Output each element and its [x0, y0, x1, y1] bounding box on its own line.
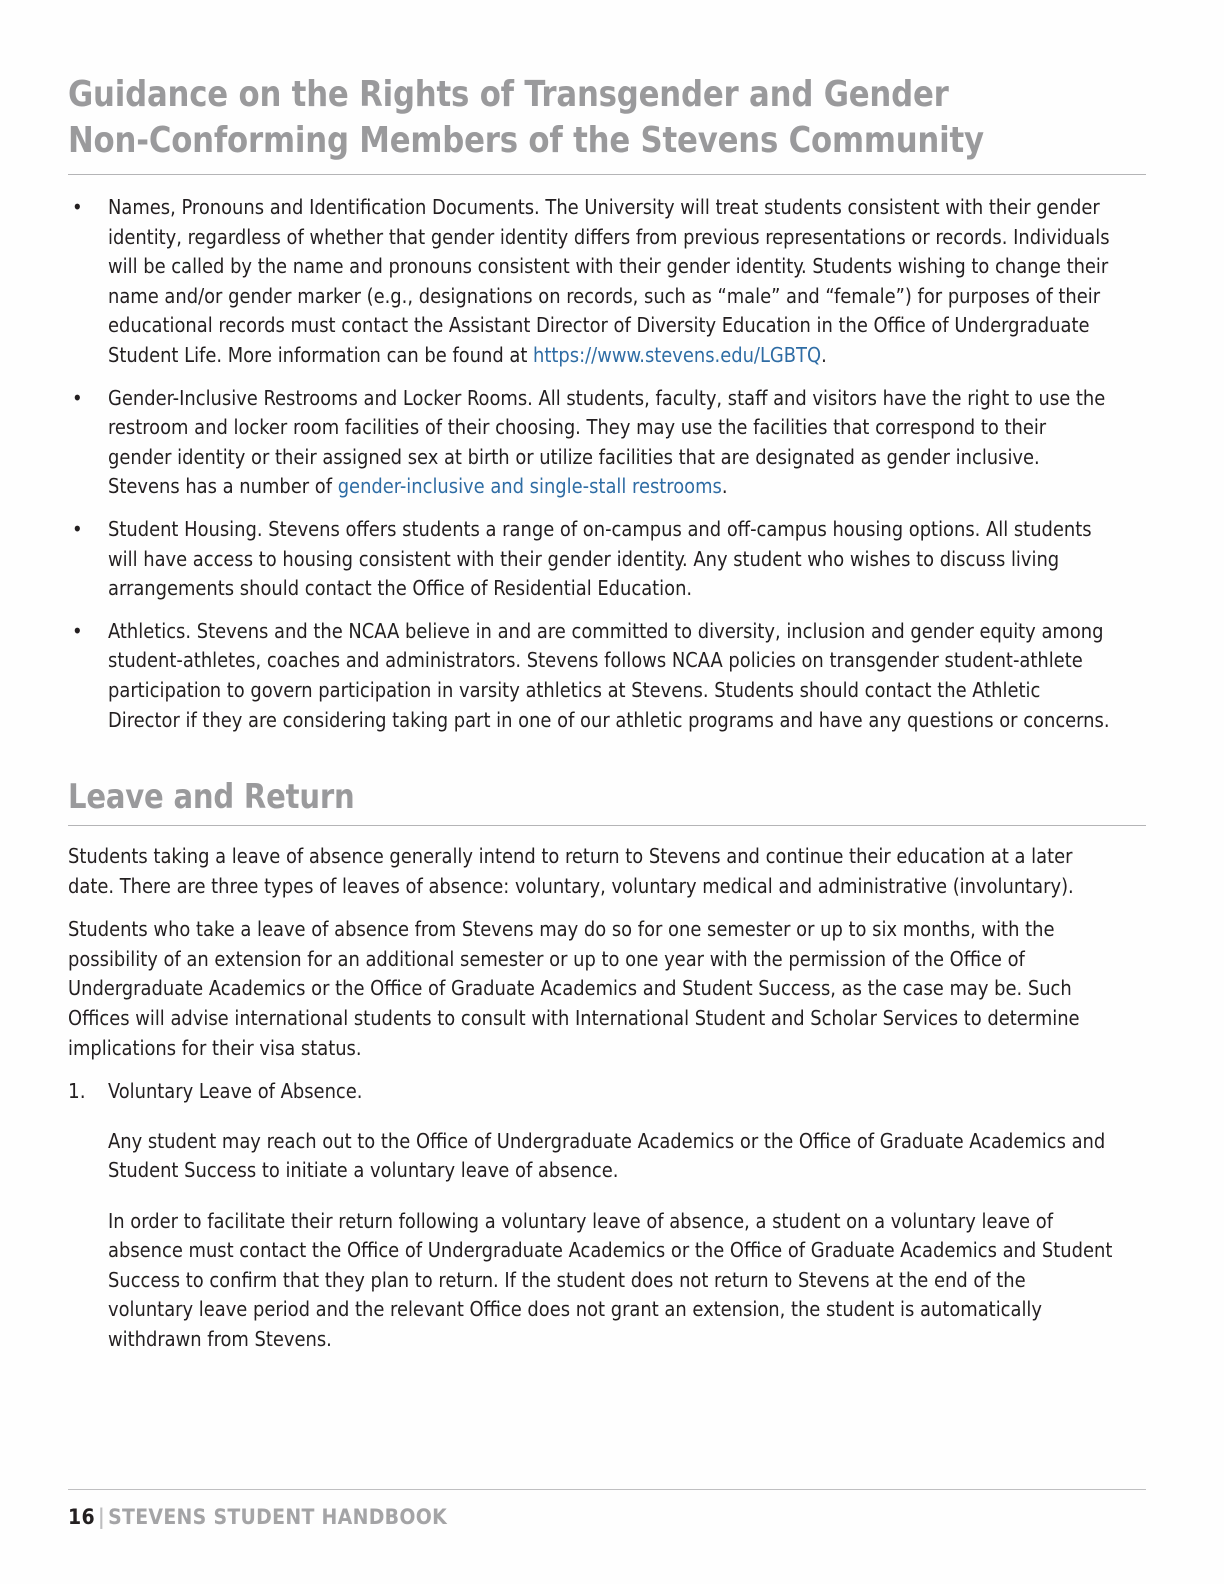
list-number: 1. — [68, 1079, 86, 1104]
leave-types-numbered-list — [68, 1077, 1146, 1107]
bullet-text — [108, 193, 1115, 371]
bullet-marker-icon: • — [72, 385, 83, 410]
footer-label: STEVENS STUDENT HANDBOOK — [108, 1505, 448, 1529]
bullet-text-tail: . — [821, 342, 827, 367]
paragraph: Students taking a leave of absence generally intend to return to Stevens and continue their education at a later date. There are three types of leaves of absence: voluntary, voluntary medical and administrative (involuntary). — [68, 844, 1074, 898]
bullet-text-body: Names, Pronouns and Identification Documents. The University will treat students consistent with their gender identity, regardless of whether that gender identity differs from previous representations or records. Individuals will be called by the name and pronouns consistent with their gender identity. Students wishing to change their name and/or gender marker (e.g., designations on records, such as “male” and “female”) for purposes of their educational records must contact the Assistant Director of Diversity Education in the Office of Undergraduate Student Life. More information can be found at — [108, 195, 1110, 367]
footer-divider — [68, 1489, 1146, 1490]
list-item — [68, 193, 1146, 371]
list-item — [68, 515, 1146, 604]
bullet-marker-icon: • — [72, 516, 83, 541]
page-footer — [68, 1489, 1146, 1530]
paragraph: Students who take a leave of absence from Stevens may do so for one semester or up to six months, with the possibility of an extension for an additional semester or up to one year with the permission of the Office of Undergraduate Academics or the Office of Graduate Academics and Student Success, as the case may be. Such Offices will advise international students to consult with International Student and Scholar Services to determine implications for their visa status. — [68, 917, 1080, 1060]
bullet-text-body: Gender-Inclusive Restrooms and Locker Rooms. All students, faculty, staff and visitors have the right to use the restroom and locker room facilities of their choosing. They may use the facilities that correspond to their gender identity or their assigned sex at birth or utilize facilities that are designated as gender inclusive. Stevens has a number of — [108, 385, 1106, 499]
paragraph: In order to facilitate their return following a voluntary leave of absence, a student on a voluntary leave of absence must contact the Office of Undergraduate Academics or the Office of Graduate Academics and Student Success to confirm that they plan to return. If the student does not return to Stevens at the end of the voluntary leave period and the relevant Office does not grant an extension, the student is automatically withdrawn from Stevens. — [108, 1208, 1113, 1351]
bullet-text — [108, 384, 1115, 502]
page-title — [68, 72, 1092, 170]
section-leave-and-return — [68, 777, 1146, 1354]
footer-separator: | — [97, 1505, 106, 1529]
list-item-title: Voluntary Leave of Absence. — [108, 1079, 363, 1104]
bullet-marker-icon: • — [72, 618, 83, 643]
list-item — [68, 1077, 1146, 1107]
page-title-line-1: Guidance on the Rights of Transgender and Gender — [68, 74, 949, 115]
link-stevens-lgbtq[interactable]: https://www.stevens.edu/LGBTQ — [533, 342, 822, 367]
page-content — [68, 72, 1146, 1375]
link-gender-inclusive-restrooms[interactable]: gender-inclusive and single-stall restrooms — [337, 474, 722, 499]
paragraph: Any student may reach out to the Office of Undergraduate Academics or the Office of Graduate Academics and Student Success to initiate a voluntary leave of absence. — [108, 1128, 1106, 1183]
title-divider — [68, 174, 1146, 175]
footer-page-number: 16 — [68, 1505, 95, 1529]
bullet-text: Athletics. Stevens and the NCAA believe in and are committed to diversity, inclusion and gender equity among student-athletes, coaches and administrators. Stevens follows NCAA policies on transgender student-athlete participation to govern participation in varsity athletics at Stevens. Students should contact the Athletic Director if they are considering taking part in one of our athletic programs and have any questions or concerns. — [108, 618, 1110, 732]
footer-text — [68, 1504, 1146, 1530]
bullet-marker-icon: • — [72, 195, 83, 219]
list-item — [68, 617, 1146, 735]
policy-bullet-list — [68, 193, 1146, 735]
bullet-text: Student Housing. Stevens offers students a range of on-campus and off-campus housing options. All students will have access to housing consistent with their gender identity. Any student who wishes to discuss living arrangements should contact the Office of Residential Education. — [108, 516, 1092, 601]
bullet-text-tail: . — [721, 474, 728, 499]
section-heading: Leave and Return — [68, 777, 355, 818]
page-title-line-2: Non-Conforming Members of the Stevens Community — [68, 120, 984, 161]
list-item — [68, 384, 1146, 502]
section-divider — [68, 825, 1146, 826]
